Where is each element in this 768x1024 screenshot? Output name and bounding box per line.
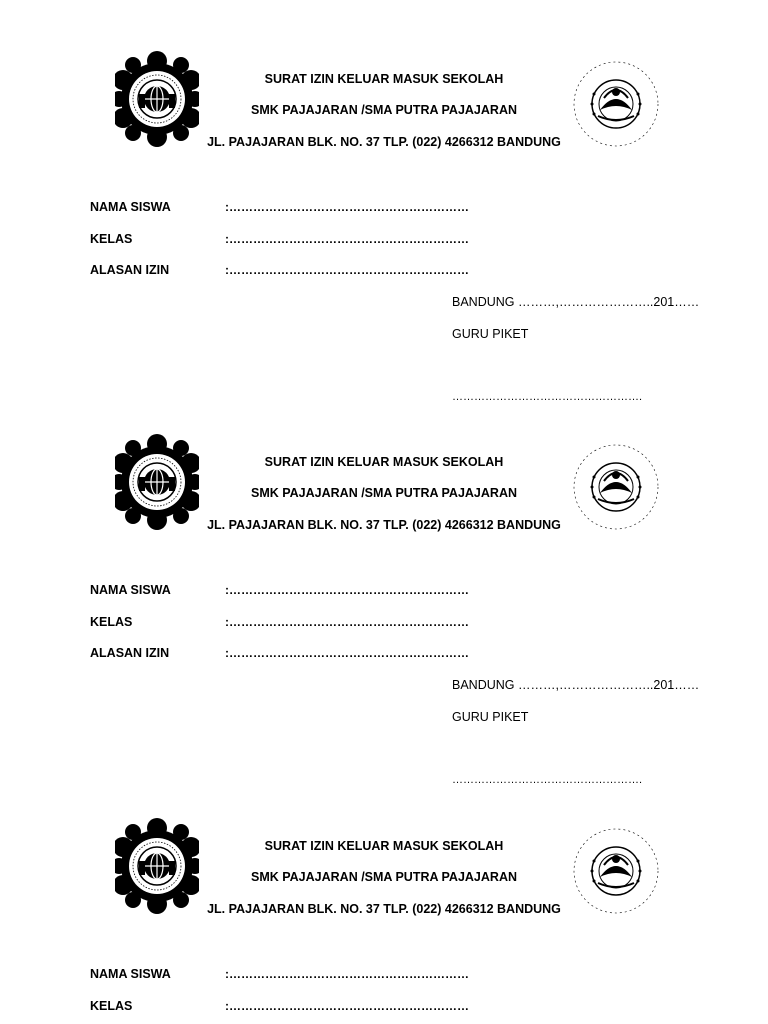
date-line[interactable]: BANDUNG ………,…………………..201…… — [452, 295, 700, 309]
form-title: SURAT IZIN KELUAR MASUK SEKOLAH — [264, 839, 504, 853]
form-title: SURAT IZIN KELUAR MASUK SEKOLAH — [264, 72, 504, 86]
signature-line[interactable]: ……………………………………………. — [452, 391, 643, 403]
school-name: SMK PAJAJARAN /SMA PUTRA PAJAJARAN — [251, 103, 517, 117]
sma-seal-icon — [570, 58, 662, 150]
school-address: JL. PAJAJARAN BLK. NO. 37 TLP. (022) 4266312 BANDUNG — [207, 518, 561, 532]
form-title: SURAT IZIN KELUAR MASUK SEKOLAH — [264, 455, 504, 469]
reason-label: ALASAN IZIN — [90, 263, 170, 277]
student-name-field[interactable]: :…………………………………………………… — [225, 967, 469, 981]
smk-crest-icon — [115, 50, 199, 148]
school-name: SMK PAJAJARAN /SMA PUTRA PAJAJARAN — [251, 486, 517, 500]
signature-line[interactable]: ……………………………………………. — [452, 774, 643, 786]
smk-crest-icon — [115, 433, 199, 531]
class-field[interactable]: :…………………………………………………… — [225, 232, 469, 246]
school-name: SMK PAJAJARAN /SMA PUTRA PAJAJARAN — [251, 870, 517, 884]
class-label: KELAS — [90, 615, 133, 629]
school-address: JL. PAJAJARAN BLK. NO. 37 TLP. (022) 4266312 BANDUNG — [207, 902, 561, 916]
class-field[interactable]: :…………………………………………………… — [225, 615, 469, 629]
student-name-field[interactable]: :…………………………………………………… — [225, 583, 469, 597]
student-name-field[interactable]: :…………………………………………………… — [225, 200, 469, 214]
class-label: KELAS — [90, 999, 133, 1013]
school-address: JL. PAJAJARAN BLK. NO. 37 TLP. (022) 4266312 BANDUNG — [207, 135, 561, 149]
smk-crest-icon — [115, 817, 199, 915]
student-name-label: NAMA SISWA — [90, 967, 171, 981]
reason-field[interactable]: :…………………………………………………… — [225, 646, 469, 660]
reason-label: ALASAN IZIN — [90, 646, 170, 660]
permit-form — [0, 383, 768, 786]
class-label: KELAS — [90, 232, 133, 246]
class-field[interactable]: :…………………………………………………… — [225, 999, 469, 1013]
sma-seal-icon — [570, 825, 662, 917]
permit-form — [0, 0, 768, 403]
student-name-label: NAMA SISWA — [90, 200, 171, 214]
sma-seal-icon — [570, 441, 662, 533]
permit-form — [0, 767, 768, 1024]
student-name-label: NAMA SISWA — [90, 583, 171, 597]
officer-label: GURU PIKET — [452, 710, 529, 724]
officer-label: GURU PIKET — [452, 327, 529, 341]
reason-field[interactable]: :…………………………………………………… — [225, 263, 469, 277]
date-line[interactable]: BANDUNG ………,…………………..201…… — [452, 678, 700, 692]
